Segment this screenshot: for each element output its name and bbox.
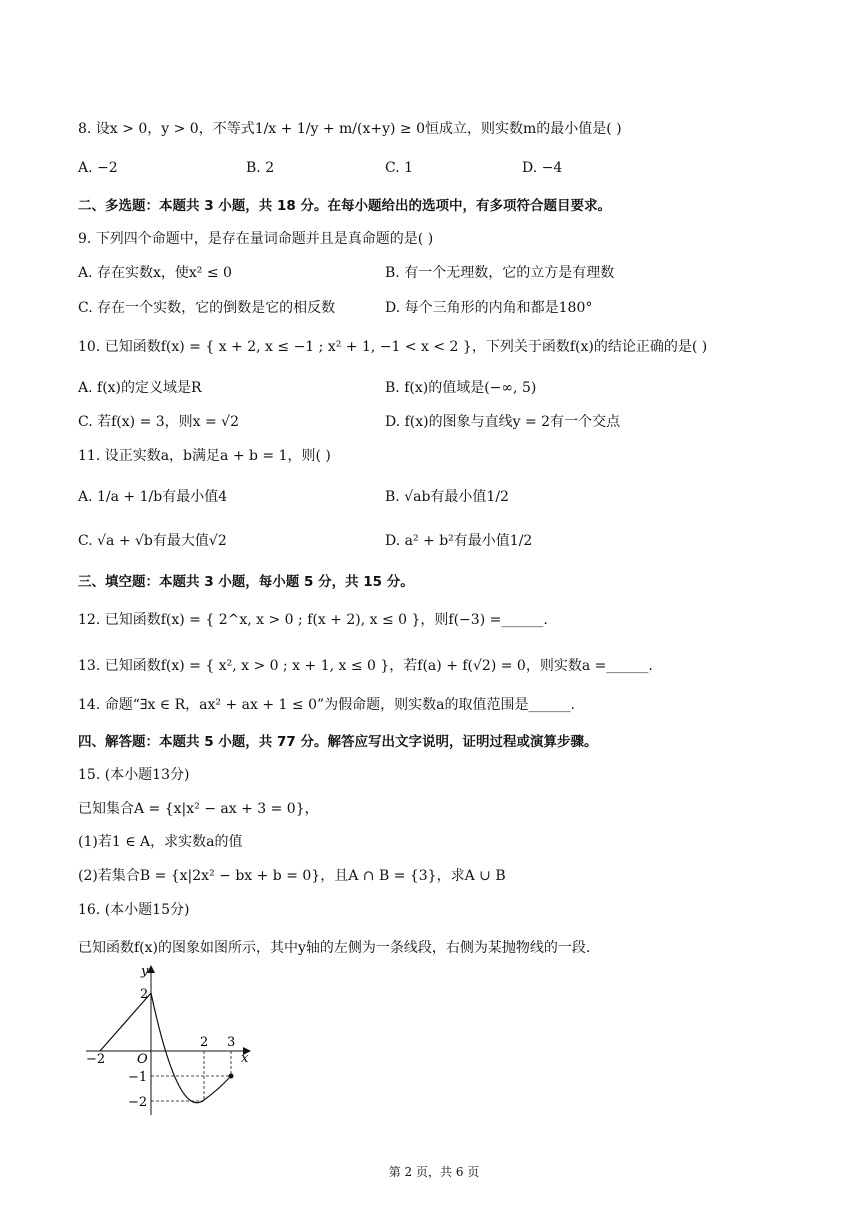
q9-option-c: C. 存在一个实数，它的倒数是它的相反数 bbox=[78, 300, 336, 316]
q16-line-1: 已知函数f(x)的图象如图所示，其中y轴的左侧为一条线段，右侧为某抛物线的一段. bbox=[78, 940, 591, 956]
q15-line-2: (1)若1 ∈ A，求实数a的值 bbox=[78, 834, 243, 850]
tick-y-neg2: −2 bbox=[128, 1095, 148, 1110]
q8-option-b: B. 2 bbox=[246, 160, 275, 176]
q14-stem: 14. 命题“∃x ∈ R，ax² + ax + 1 ≤ 0”为假命题，则实数a的取值范围是______. bbox=[78, 697, 575, 713]
section-2-heading: 二、多选题：本题共 3 小题，共 18 分。在每小题给出的选项中，有多项符合题目要求。 bbox=[78, 198, 611, 214]
origin-label: O bbox=[137, 1052, 148, 1067]
q10-option-d: D. f(x)的图象与直线y = 2有一个交点 bbox=[385, 414, 621, 430]
y-axis-label: y bbox=[141, 964, 149, 979]
tick-x-3: 3 bbox=[227, 1035, 236, 1050]
tick-x-2: 2 bbox=[200, 1035, 209, 1050]
q15-line-3: (2)若集合B = {x|2x² − bx + b = 0}，且A ∩ B = {3}，求A ∪ B bbox=[78, 868, 506, 884]
tick-x-neg2: −2 bbox=[86, 1052, 106, 1067]
function-graph bbox=[78, 960, 258, 1120]
q9-option-a: A. 存在实数x，使x² ≤ 0 bbox=[78, 265, 232, 281]
q8-option-c: C. 1 bbox=[385, 160, 414, 176]
parabola-arc bbox=[151, 993, 231, 1103]
q13-stem: 13. 已知函数f(x) = { x², x > 0 ; x + 1, x ≤ 0 }，若f(a) + f(√2) = 0，则实数a =______. bbox=[78, 658, 653, 674]
q8-option-a: A. −2 bbox=[78, 160, 118, 176]
q12-stem: 12. 已知函数f(x) = { 2^x, x > 0 ; f(x + 2), x ≤ 0 }，则f(−3) =______. bbox=[78, 612, 548, 628]
tick-y-2: 2 bbox=[140, 987, 149, 1002]
q9-option-d: D. 每个三角形的内角和都是180° bbox=[385, 300, 593, 316]
q10-option-b: B. f(x)的值域是(−∞, 5) bbox=[385, 380, 537, 396]
section-4-heading: 四、解答题：本题共 5 小题，共 77 分。解答应写出文字说明，证明过程或演算步骤。 bbox=[78, 734, 598, 750]
q10-stem: 10. 已知函数f(x) = { x + 2, x ≤ −1 ; x² + 1, −1 < x < 2 }，下列关于函数f(x)的结论正确的是( ) bbox=[78, 339, 708, 355]
q10-option-c: C. 若f(x) = 3，则x = √2 bbox=[78, 414, 240, 430]
q10-option-a: A. f(x)的定义域是R bbox=[78, 380, 202, 396]
q11-option-b: B. √ab有最小值1/2 bbox=[385, 489, 509, 505]
x-axis-label: x bbox=[241, 1051, 249, 1066]
q9-option-b: B. 有一个无理数，它的立方是有理数 bbox=[385, 265, 615, 281]
q11-option-d: D. a² + b²有最小值1/2 bbox=[385, 533, 533, 549]
endpoint-dot bbox=[229, 1074, 234, 1079]
q11-option-a: A. 1/a + 1/b有最小值4 bbox=[78, 489, 228, 505]
q11-option-c: C. √a + √b有最大值√2 bbox=[78, 533, 227, 549]
q15-heading: 15. (本小题13分) bbox=[78, 767, 190, 783]
q8-stem: 8. 设x > 0，y > 0，不等式1/x + 1/y + m/(x+y) ≥ 0恒成立，则实数m的最小值是( ) bbox=[78, 121, 622, 137]
q11-stem: 11. 设正实数a，b满足a + b = 1，则( ) bbox=[78, 448, 331, 464]
q15-line-1: 已知集合A = {x|x² − ax + 3 = 0}， bbox=[78, 801, 319, 817]
q8-option-d: D. −4 bbox=[522, 160, 563, 176]
q16-heading: 16. (本小题15分) bbox=[78, 902, 190, 918]
q9-stem: 9. 下列四个命题中，是存在量词命题并且是真命题的是( ) bbox=[78, 231, 434, 247]
tick-y-neg1: −1 bbox=[128, 1070, 148, 1085]
section-3-heading: 三、填空题：本题共 3 小题，每小题 5 分，共 15 分。 bbox=[78, 574, 414, 590]
page-footer: 第 2 页，共 6 页 bbox=[388, 1165, 480, 1179]
